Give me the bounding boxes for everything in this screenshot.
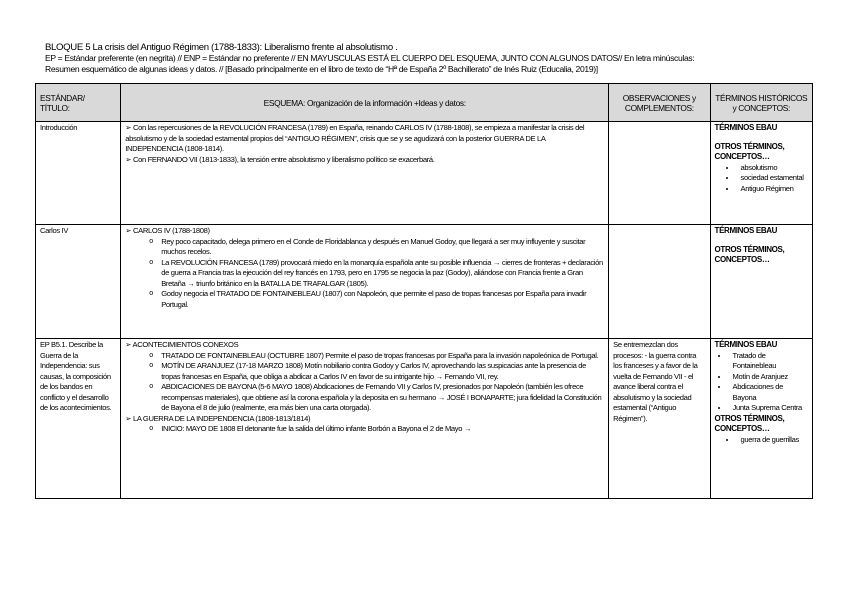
terms-list xyxy=(715,163,808,195)
term-item: • Antiguo Régimen xyxy=(737,184,808,195)
row-terms xyxy=(710,225,812,339)
term-item: • sociedad estamental xyxy=(737,173,808,184)
terms-other-heading: OTROS TÉRMINOS, CONCEPTOS… xyxy=(714,141,785,161)
header-standard: ESTÁNDAR/ TÍTULO: xyxy=(36,84,121,122)
header-terms: TÉRMINOS HISTÓRICOS y CONCEPTOS: xyxy=(710,84,812,122)
document-header xyxy=(45,42,815,75)
legend-line-2: Resumen esquemático de algunas ideas y datos. // [Basado principalmente en el libro de texto de “Hª de España 2º Bachillerato” de Inés Ruiz (Educalia, 2019)] xyxy=(45,64,598,74)
header-observations: OBSERVACIONES y COMPLEMENTOS: xyxy=(609,84,710,122)
row-title: Introducción xyxy=(36,122,121,225)
terms-list xyxy=(715,351,808,414)
term-item: • absolutismo xyxy=(737,163,808,174)
outline-point: ➢ Con las repercusiones de la REVOLUCIÓN FRANCESA (1789) en España, reinando CARLOS IV (1788-1808), se empieza a manifestar la crisis del absolutismo y de la sociedad estamental propios del “ANTIGUO RÉGIMEN”, crisis que se y se agudizará con la posterior GUERRA DE LA INDEPENDENCIA (1808-1814). xyxy=(125,123,585,153)
row-terms xyxy=(710,122,812,225)
terms-ebau-heading: TÉRMINOS EBAU xyxy=(714,226,778,235)
outline-subitem: o ABDICACIONES DE BAYONA (5-6 MAYO 1808) Abdicaciones de Fernando VII y Carlos IV, presionados por Napoleón (también les ofrece recompensas materiales), que obtiene así la corona española y la deposita en su hermano → JOSÉ I BONAPARTE; jura fidelidad la Constitución de Bayona el 8 de julio (realmente, era más bien una carta otorgada). xyxy=(151,382,604,414)
row-observations: Se entremezclan dos procesos: - la guerra contra los franceses y a favor de la vuelta de Fernando VII - el avance liberal contra el absolutismo y la sociedad estamental (“Antiguo Régimen”). xyxy=(609,339,710,499)
outline-subitem: o La REVOLUCIÓN FRANCESA (1789) provocará miedo en la monarquía española ante su posible influencia → cierres de fronteras + declaración de guerra a Francia tras la ejecución del rey francés en 1793, pero en 1795 se negocia la paz (Godoy), aliándose con Francia frente a Gran Bretaña → triunfo británico en la BATALLA DE TRAFALGAR (1805). xyxy=(151,258,604,290)
table-row xyxy=(36,122,813,225)
outline-subitem: o Rey poco capacitado, delega primero en el Conde de Floridablanca y después en Manuel Godoy, que llegará a ser muy influyente y suscitar muchos recelos. xyxy=(151,237,604,258)
outline-sublist xyxy=(125,237,604,311)
outline-point: ➢ Con FERNANDO VII (1813-1833), la tensión entre absolutismo y liberalismo político se exacerbará. xyxy=(125,154,435,164)
row-title: EP B5.1. Describe la Guerra de la Independencia: sus causas, la composición de los bandos en conflicto y el desarrollo de los acontecimientos. xyxy=(36,339,121,499)
row-terms xyxy=(710,339,812,499)
outline-heading: ➢ ACONTECIMIENTOS CONEXOS xyxy=(125,340,239,349)
row-observations xyxy=(609,122,710,225)
outline-subitem: o MOTÍN DE ARANJUEZ (17-18 MARZO 1808) Motín nobiliario contra Godoy y Carlos IV, aprovechando las suspicacias ante la presencia de tropas francesas en España, que obliga a abdicar a Carlos IV en favor de su intrigante hijo → Fernando VII, rey. xyxy=(151,361,604,382)
term-item: • Motín de Aranjuez xyxy=(729,372,808,383)
table-header-row xyxy=(36,84,813,122)
terms-ebau-heading: TÉRMINOS EBAU xyxy=(714,340,778,349)
row-outline xyxy=(121,339,609,499)
term-item: • Junta Suprema Centra xyxy=(729,403,808,414)
block-title: BLOQUE 5 La crisis del Antiguo Régimen (1788-1833): Liberalismo frente al absolutismo . xyxy=(45,42,398,53)
outline-heading: ➢ CARLOS IV (1788-1808) xyxy=(125,226,210,235)
row-title: Carlos IV xyxy=(36,225,121,339)
row-outline xyxy=(121,122,609,225)
outline-sublist xyxy=(125,351,604,414)
legend-line: EP = Estándar preferente (en negrita) // ENP = Estándar no preferente // EN MAYUSCULAS ESTÁ EL CUERPO DEL ESQUEMA, JUNTO CON ALGUNOS DATOS// En letra minúsculas: xyxy=(45,53,695,63)
outline-subitem: o TRATADO DE FONTAINEBLEAU (OCTUBRE 1807) Permite el paso de tropas francesas por España para la invasión napoleónica de Portugal. xyxy=(151,351,604,362)
row-outline xyxy=(121,225,609,339)
terms-ebau-heading: TÉRMINOS EBAU xyxy=(714,123,778,132)
term-item: • guerra de guerrillas xyxy=(737,435,808,446)
header-outline: ESQUEMA: Organización de la información +Ideas y datos: xyxy=(121,84,609,122)
terms-list xyxy=(715,435,808,446)
outline-sublist xyxy=(125,424,604,435)
outline-subitem: o Godoy negocia el TRATADO DE FONTAINEBLEAU (1807) con Napoleón, que permite el paso de tropas francesas por España para invadir Portugal. xyxy=(151,289,604,310)
outline-table xyxy=(35,83,813,499)
terms-other-heading: OTROS TÉRMINOS, CONCEPTOS… xyxy=(714,413,785,433)
table-row xyxy=(36,225,813,339)
outline-heading: ➢ LA GUERRA DE LA INDEPENDENCIA (1808-1813/1814) xyxy=(125,413,311,423)
row-observations xyxy=(609,225,710,339)
terms-other-heading: OTROS TÉRMINOS, CONCEPTOS… xyxy=(714,244,785,264)
term-item: • Tratado de Fontainebleau xyxy=(729,351,808,372)
outline-subitem: o INICIO: MAYO DE 1808 El detonante fue la salida del último infante Borbón a Bayona el 2 de Mayo → xyxy=(151,424,604,435)
term-item: • Abdicaciones de Bayona xyxy=(729,382,808,403)
table-row xyxy=(36,339,813,499)
